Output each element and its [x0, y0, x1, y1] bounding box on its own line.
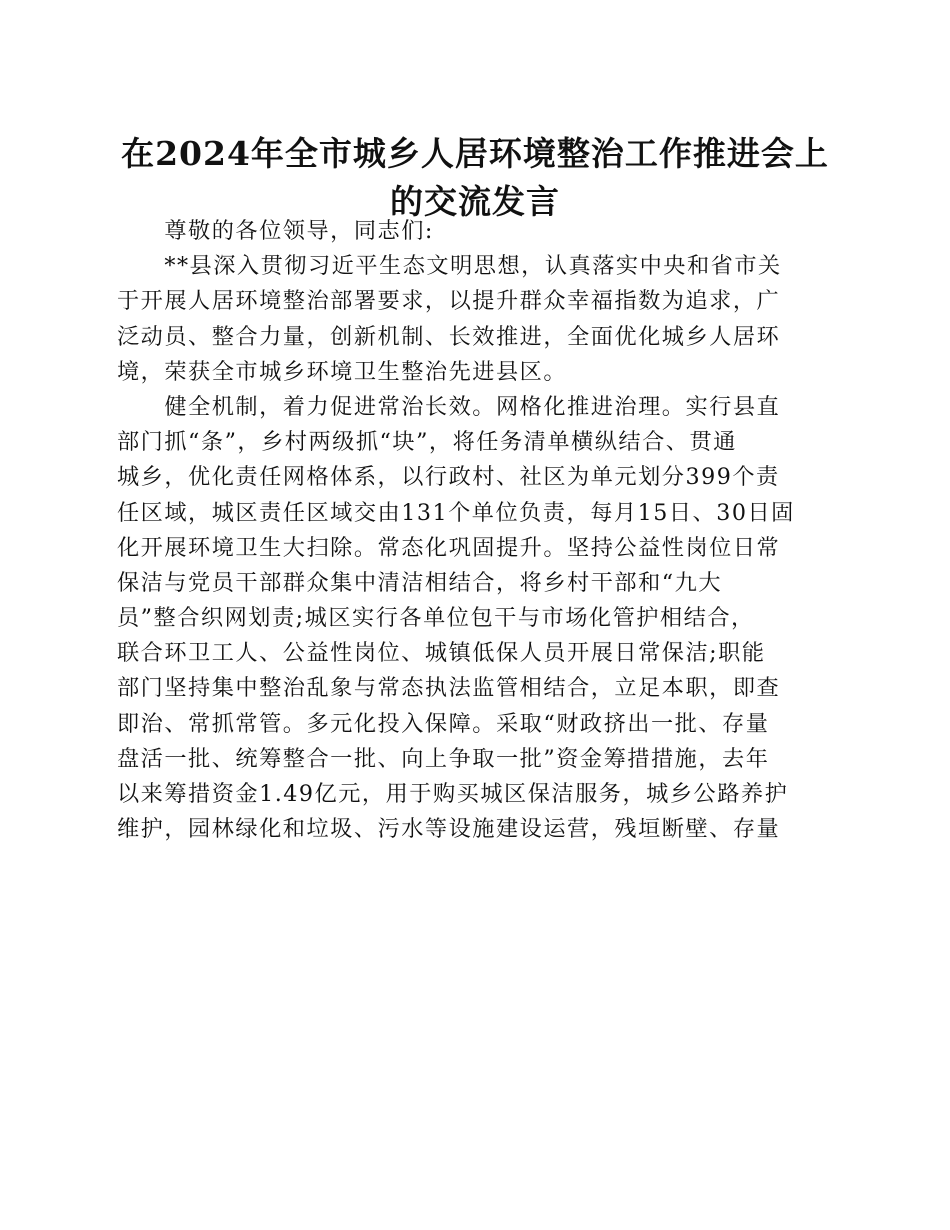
body-line: 部门抓“条”，乡村两级抓“块”，将任务清单横纵结合、贯通 — [117, 429, 737, 456]
body-line: 健全机制，着力促进常治长效。网格化推进治理。实行县直 — [117, 393, 781, 420]
body-line: 维护，园林绿化和垃圾、污水等设施建设运营，残垣断壁、存量 — [117, 816, 781, 843]
body-line: 境，荣获全市城乡环境卫生整治先进县区。 — [117, 358, 568, 385]
body-line: 于开展人居环境整治部署要求，以提升群众幸福指数为追求，广 — [117, 288, 781, 315]
body-line: 部门坚持集中整治乱象与常态执法监管相结合，立足本职，即查 — [117, 675, 781, 702]
body-line: 保洁与党员干部群众集中清洁相结合，将乡村干部和“九大 — [117, 569, 723, 596]
body-line: 员”整合织网划责;城区实行各单位包干与市场化管护相结合， — [117, 605, 755, 632]
body-line: **县深入贯彻习近平生态文明思想，认真落实中央和省市关 — [117, 253, 782, 280]
document-body — [117, 214, 833, 847]
body-line: 化开展环境卫生大扫除。常态化巩固提升。坚持公益性岗位日常 — [117, 534, 781, 561]
document-title — [100, 130, 850, 226]
title-line: 在2024年全市城乡人居环境整治工作推进会上 — [121, 134, 829, 173]
body-line: 联合环卫工人、公益性岗位、城镇低保人员开展日常保洁;职能 — [117, 640, 766, 667]
title-line: 的交流发言 — [390, 182, 560, 221]
body-line: 以来筹措资金1.49亿元，用于购买城区保洁服务，城乡公路养护 — [117, 781, 789, 807]
body-line: 任区域，城区责任区域交由131个单位负责，每月15日、30日固 — [117, 499, 795, 526]
body-line: 即治、常抓常管。多元化投入保障。采取“财政挤出一批、存量 — [117, 710, 770, 737]
body-line: 泛动员、整合力量，创新机制、长效推进，全面优化城乡人居环 — [117, 323, 781, 350]
body-line: 盘活一批、统筹整合一批、向上争取一批”资金筹措措施，去年 — [117, 745, 770, 772]
salutation-line: 尊敬的各位领导，同志们: — [117, 218, 434, 244]
body-line: 城乡，优化责任网格体系，以行政村、社区为单元划分399个责 — [117, 464, 780, 491]
